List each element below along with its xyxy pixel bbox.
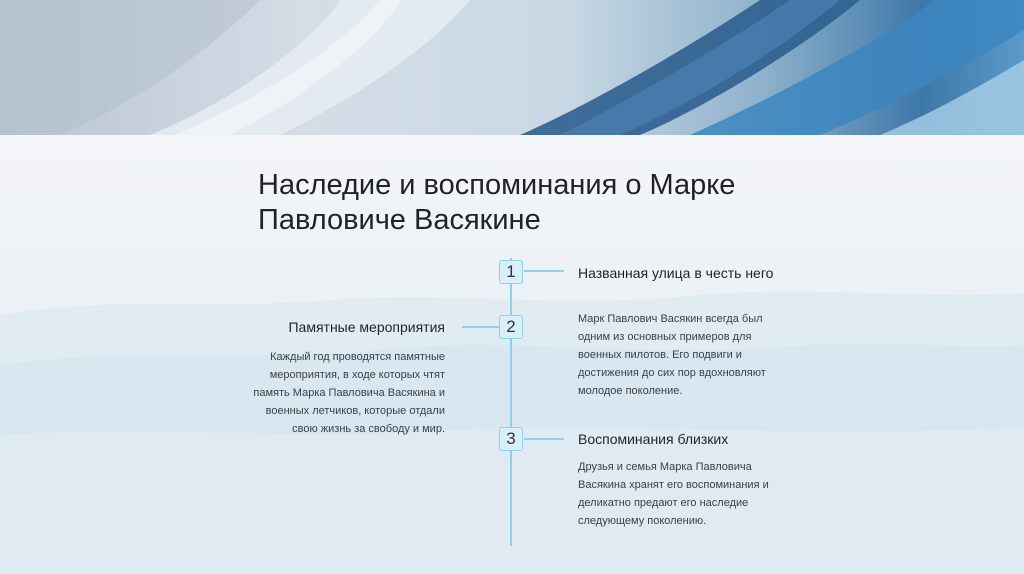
timeline-text-2: Каждый год проводятся памятные мероприятия, в ходе которых чтят память Марка Павловича Васякина и военных летчиков, которые отдали свою жизнь за свободу и мир. <box>253 351 445 435</box>
timeline-number-2: 2 <box>499 315 523 339</box>
timeline-number-3: 3 <box>499 427 523 451</box>
abstract-waves-decoration <box>0 0 1024 135</box>
timeline-connector-3 <box>524 438 564 440</box>
timeline-heading-1: Названная улица в честь него <box>578 265 774 281</box>
timeline-vertical-line <box>510 258 512 546</box>
timeline-connector-2 <box>462 326 500 328</box>
timeline-connector-1 <box>524 270 564 272</box>
timeline-text-3: Друзья и семья Марка Павловича Васякина хранят его воспоминания и деликатно предают его наследие следующему поколению. <box>578 461 769 527</box>
timeline-text-1: Марк Павлович Васякин всегда был одним из основных примеров для военных пилотов. Его подвиги и достижения до сих пор вдохновляют молодое поколение. <box>578 313 766 397</box>
timeline-heading-3: Воспоминания близких <box>578 431 729 447</box>
timeline-number-1: 1 <box>499 260 523 284</box>
slide-title: Наследие и воспоминания о Марке Павловиче Васякине <box>258 169 736 236</box>
header-banner-image <box>0 0 1024 135</box>
timeline-heading-2: Памятные мероприятия <box>288 319 445 335</box>
